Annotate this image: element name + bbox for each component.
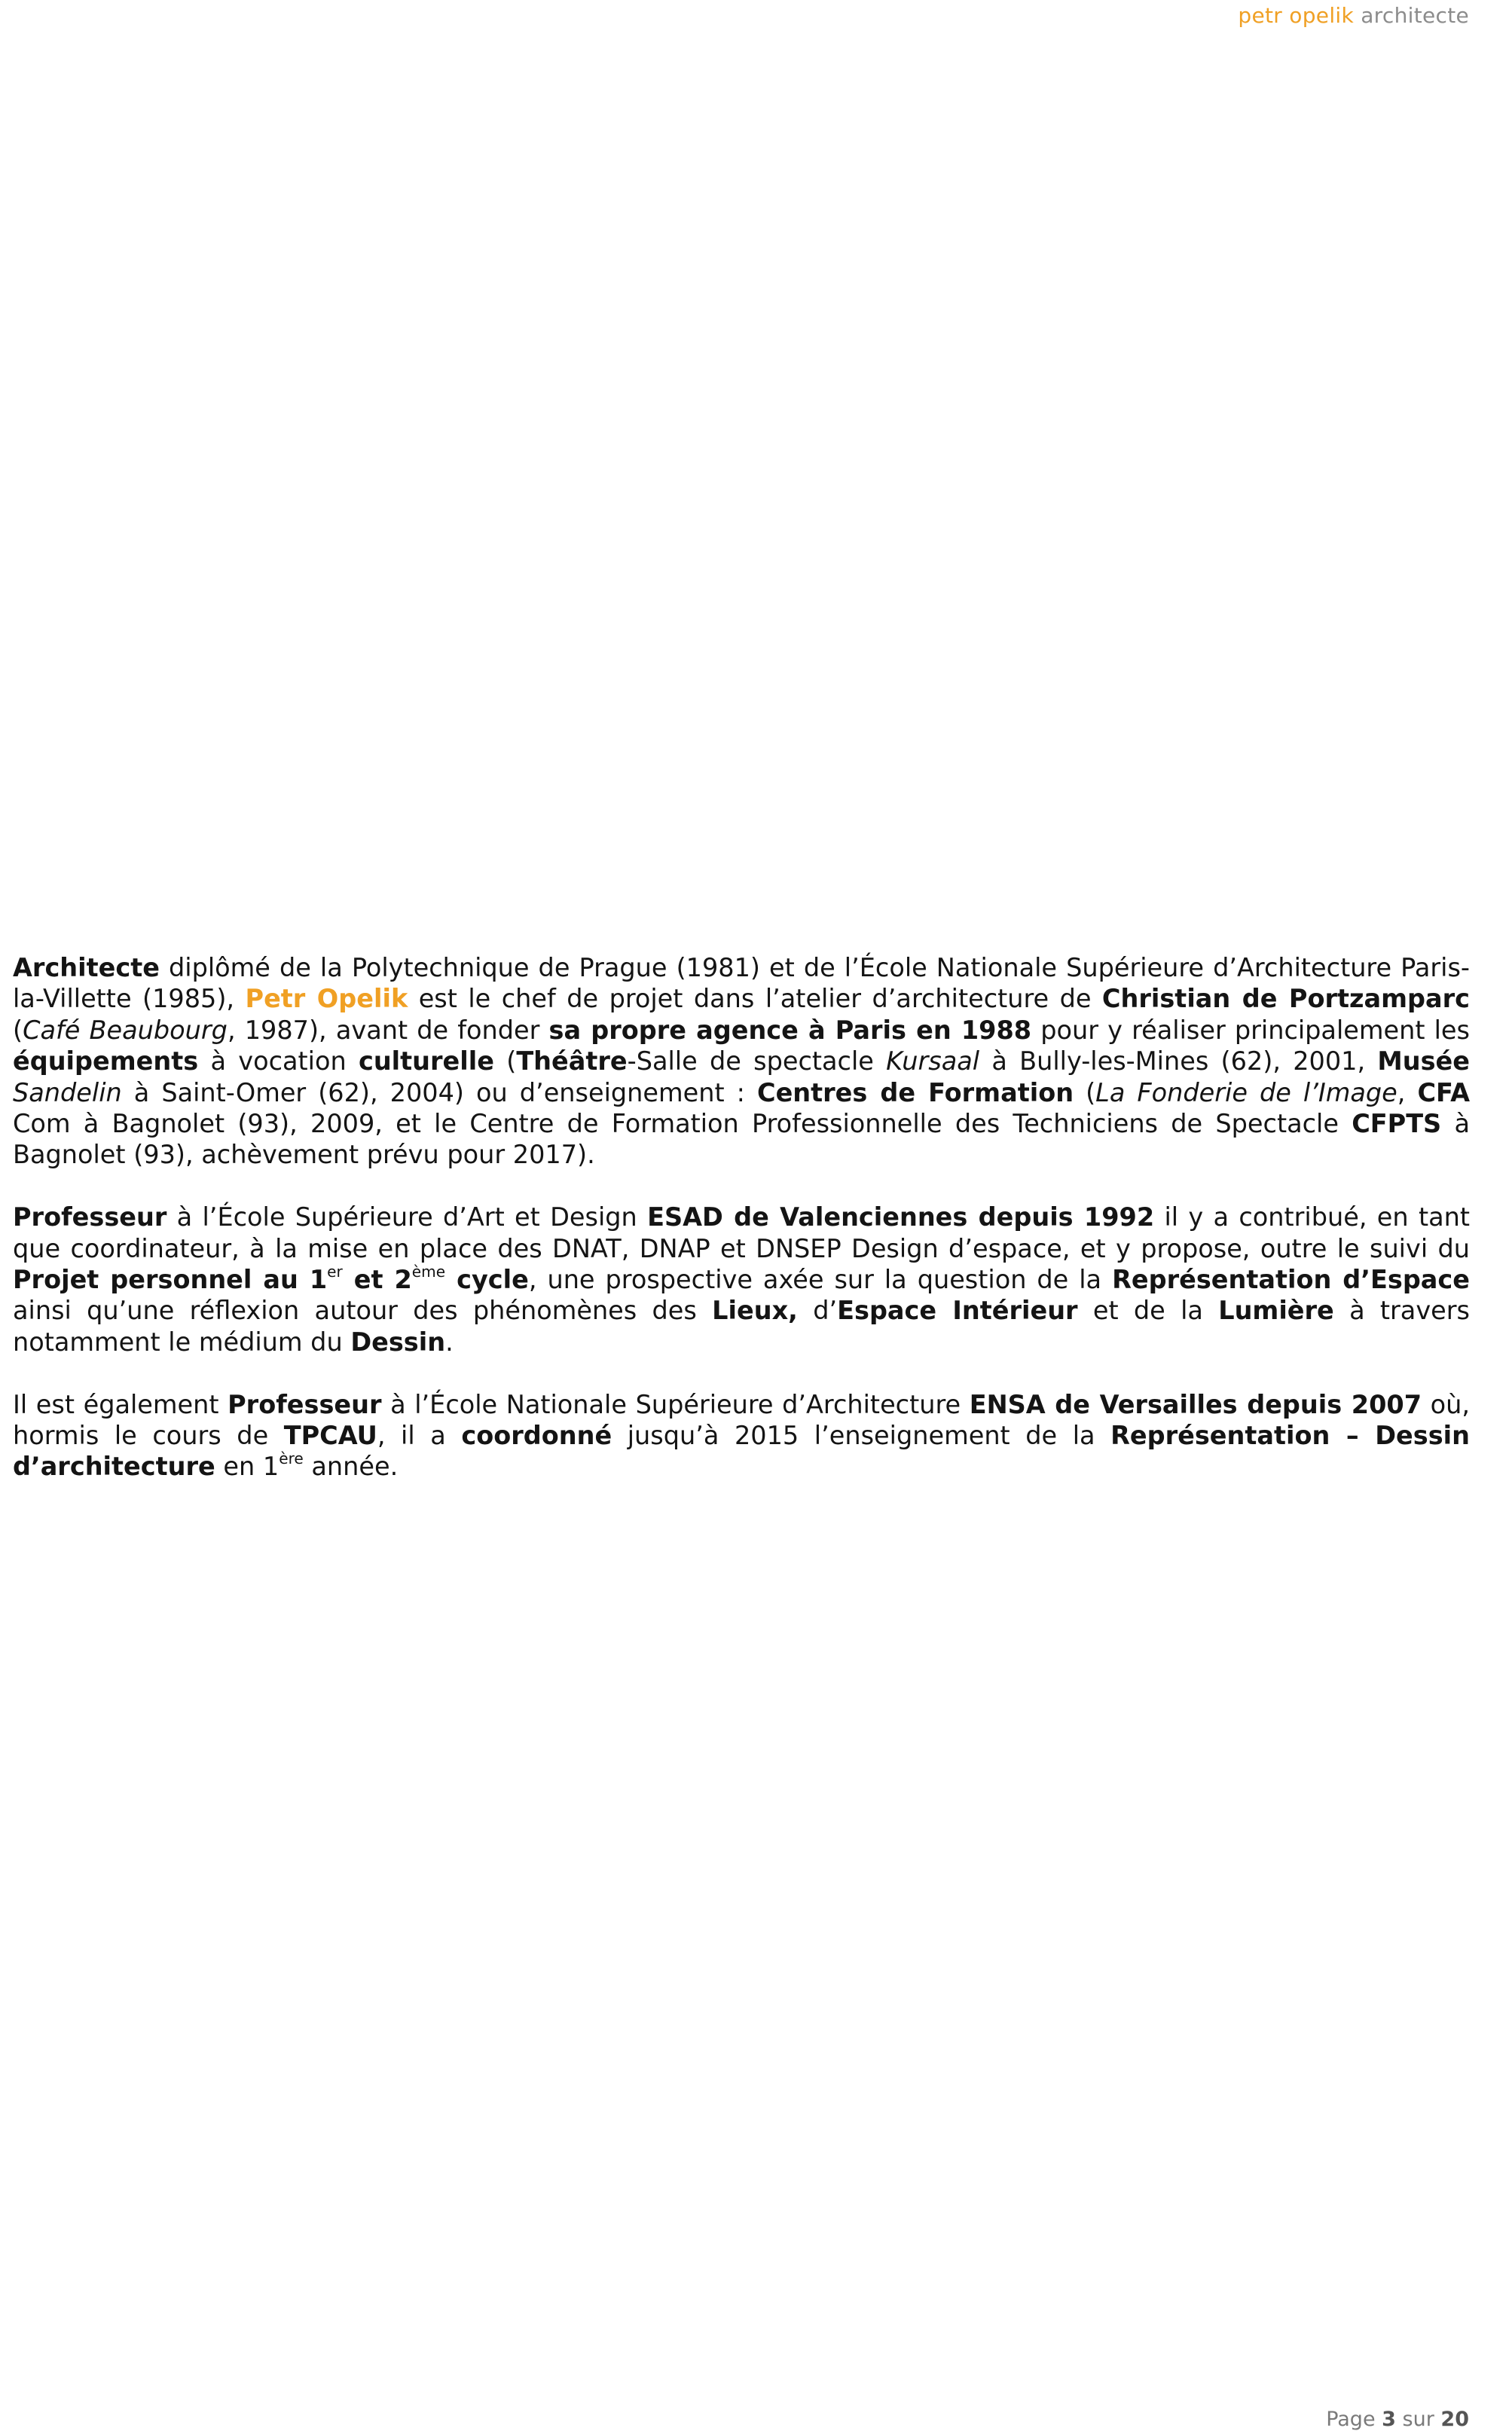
- text: diplômé de la Polytechnique de Prague (1981) et de l’École Nationale Supérieure d’Architecture Paris-la-Villette (1985),: [13, 953, 1470, 1014]
- text: à l’École Supérieure d’Art et Design: [166, 1202, 648, 1232]
- text: .: [445, 1327, 454, 1357]
- page-number: [1326, 2408, 1469, 2431]
- text: en 1: [215, 1452, 279, 1482]
- header-name: petr opelik: [1238, 3, 1355, 28]
- text-bold: Dessin: [350, 1327, 446, 1357]
- page-header: [1238, 3, 1469, 28]
- superscript: er: [327, 1262, 343, 1281]
- text-bold: ESAD de Valenciennes depuis 1992: [647, 1202, 1155, 1232]
- text-bold: culturelle: [358, 1046, 494, 1077]
- text: (: [493, 1046, 517, 1077]
- text: et de la: [1077, 1296, 1219, 1326]
- text: à Bagnolet (93), achèvement prévu pour 2017).: [13, 1109, 1470, 1170]
- text-bold: Représentation d’Espace: [1112, 1265, 1470, 1295]
- text-bold: équipements: [13, 1046, 199, 1077]
- text: ,: [1397, 1077, 1418, 1107]
- superscript: ère: [279, 1449, 304, 1468]
- text-bold: TPCAU: [283, 1421, 377, 1451]
- text-bold: Professeur: [228, 1389, 382, 1419]
- text: d’: [797, 1296, 838, 1326]
- text-bold: cycle: [445, 1265, 529, 1295]
- text-bold: Théâtre: [516, 1046, 628, 1077]
- text-bold: ENSA de Versailles depuis 2007: [969, 1389, 1422, 1419]
- paragraph-ensa: [13, 1389, 1470, 1483]
- paragraph-architecte: [13, 952, 1470, 1171]
- text-italic: Café Beaubourg: [23, 1015, 228, 1045]
- text: , une prospective axée sur la question de la: [528, 1265, 1113, 1295]
- text-bold: Christian de Portzamparc: [1101, 984, 1470, 1014]
- text-bold: CFPTS: [1352, 1109, 1442, 1139]
- text-italic: Sandelin: [13, 1077, 122, 1107]
- text-bold: Musée: [1377, 1046, 1470, 1077]
- text: à l’École Nationale Supérieure d’Architecture: [381, 1389, 970, 1419]
- superscript: ème: [411, 1262, 446, 1281]
- text-italic: Kursaal: [886, 1046, 980, 1077]
- text: , 1987), avant de fonder: [227, 1015, 549, 1045]
- text: ainsi qu’une réflexion autour des phénomènes des: [13, 1296, 713, 1326]
- text-italic: La Fonderie de l’Image: [1095, 1077, 1397, 1107]
- text: pour y réaliser principalement les: [1031, 1015, 1470, 1045]
- text-bold: Centres de Formation: [756, 1077, 1074, 1107]
- text-bold: Lieux,: [712, 1296, 798, 1326]
- text: Il est également: [13, 1389, 228, 1419]
- page-separator: sur: [1402, 2408, 1434, 2431]
- text: il y a contribué, en tant que coordinateur, à la mise en place des DNAT, DNAP et DNSEP Design d’espace, et y propose, outre le suivi du: [13, 1202, 1470, 1263]
- text: -Salle de spectacle: [627, 1046, 887, 1077]
- text: est le chef de projet dans l’atelier d’architecture de: [408, 984, 1102, 1014]
- text: à Saint-Omer (62), 2004) ou d’enseignement :: [121, 1077, 757, 1107]
- text: (: [13, 1015, 23, 1045]
- text-bold: coordonné: [461, 1421, 612, 1451]
- text: où, hormis le cours de: [13, 1389, 1471, 1451]
- text-bold: Représentation – Dessin d’architecture: [13, 1421, 1470, 1482]
- biography-text: [13, 952, 1470, 1483]
- name-highlight: Petr Opelik: [245, 984, 408, 1014]
- header-role: architecte: [1361, 3, 1469, 28]
- text-bold: Lumière: [1218, 1296, 1334, 1326]
- text-bold: CFA: [1417, 1077, 1471, 1107]
- text: (: [1074, 1077, 1096, 1107]
- text-bold: Espace Intérieur: [837, 1296, 1078, 1326]
- page-label: Page: [1326, 2408, 1376, 2431]
- page-current: 3: [1382, 2408, 1396, 2431]
- text-bold: et 2: [342, 1265, 412, 1295]
- text: à Bully-les-Mines (62), 2001,: [979, 1046, 1378, 1077]
- text-bold: Professeur: [13, 1202, 167, 1232]
- text: année.: [303, 1452, 399, 1482]
- text: à vocation: [198, 1046, 359, 1077]
- page-total: 20: [1440, 2408, 1469, 2431]
- text: , il a: [377, 1421, 462, 1451]
- text-bold: sa propre agence à Paris en 1988: [548, 1015, 1032, 1045]
- text: Com à Bagnolet (93), 2009, et le Centre de Formation Professionnelle des Techniciens de Spectacle: [13, 1109, 1352, 1139]
- paragraph-esad: [13, 1202, 1470, 1358]
- text-bold: Projet personnel au 1: [13, 1265, 328, 1295]
- text: jusqu’à 2015 l’enseignement de la: [612, 1421, 1111, 1451]
- text-bold: Architecte: [13, 953, 160, 982]
- text: à travers notamment le médium du: [13, 1296, 1470, 1357]
